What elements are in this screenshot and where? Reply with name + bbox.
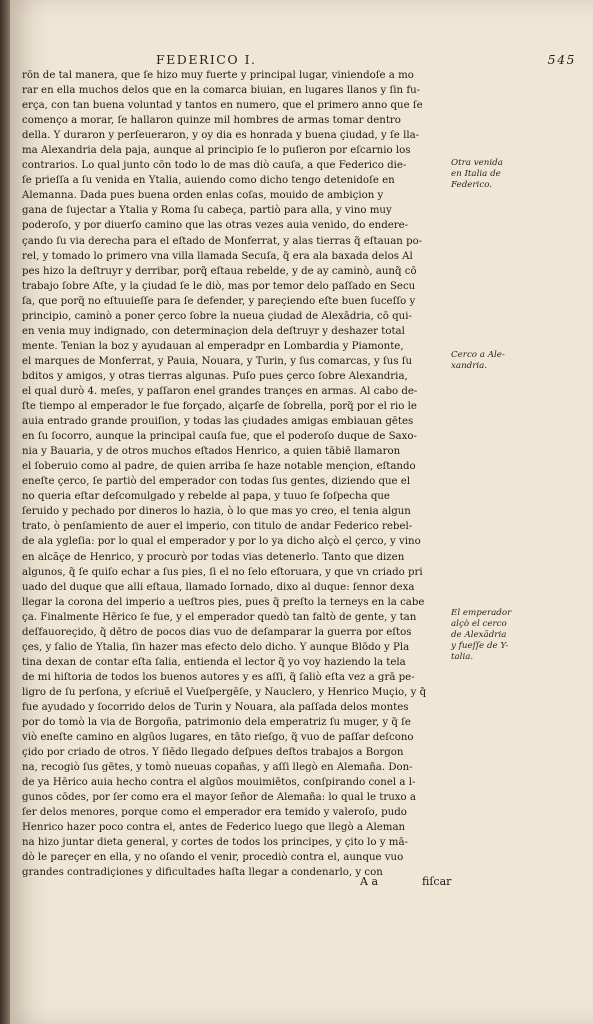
text-line: no queria eſtar deſcomulgado y rebelde al papa, y tuuo ſe ſoſpecha que: [22, 491, 390, 503]
text-line: Henrico hazer poco contra el, antes de Federico luego que llegò a Aleman: [22, 822, 406, 834]
book-page: [10, 0, 593, 1024]
margin-note-line: Cerco a Ale-: [451, 350, 505, 360]
text-line: gunos cōdes, por ſer como era el mayor ſeñor de Alemaña: lo qual le truxo a: [22, 792, 416, 804]
text-line: auia entrado grande prouiſion, y todas las çiudades amigas embiauan gētes: [22, 416, 414, 428]
text-line: ſte tiempo al emperador le fue forçado, alçarſe de ſobrella, porq̃ por el rio le: [22, 401, 417, 413]
text-line: ſe prieſſa a ſu venida en Ytalia, auiendo como dicho tengo detenidoſe en: [22, 175, 395, 187]
text-line: na, recogiò ſus gētes, y tomò nueuas copañas, y aſſi llegò en Alemaña. Don-: [22, 762, 413, 774]
text-line: grandes contradiçiones y dificultades haſta llegar a condenarlo, y con: [22, 867, 383, 879]
page-number: 545: [547, 52, 576, 67]
text-line: fue ayudado y ſocorrido delos de Turin y Nouara, ala paſſada delos montes: [22, 701, 409, 713]
margin-note-line: talia.: [451, 652, 474, 662]
text-line: trato, ò penſamiento de auer el imperio, con titulo de andar Federico rebel-: [22, 521, 413, 533]
text-line: dò le pareçer en ella, y no oſando el venir, procediò contra el, aunque vuo: [22, 852, 404, 864]
text-line: de mi hiſtoria de todos los buenos autores y es aſſi, q̃ ſaliò eſta vez a grā pe-: [22, 671, 415, 683]
text-line: çando ſu via derecha para el eſtado de Monferrat, y alas tierras q̃ eſtauan po-: [22, 235, 423, 247]
text-line: trabajo ſobre Aſte, y la çiudad ſe le diò, mas por temor delo paſſado en Secu: [22, 280, 416, 292]
text-line: llegar la corona del imperio a ueſtros pies, pues q̃ preſto la terneys en la cabe: [22, 596, 425, 608]
text-line: rar en ella muchos delos que en la comarca biuian, en lugares llanos y ſin fu-: [22, 85, 421, 97]
text-line: na hizo juntar dieta general, y cortes de todos los principes, y çito lo y mā-: [22, 837, 408, 849]
text-line: ſeruido y pechado por dineros lo hazia, ò lo que mas yo creo, el tenia algun: [22, 506, 411, 518]
text-line: nia y Bauaria, y de otros muchos eſtados Henrico, a quien tābiē llamaron: [22, 446, 401, 458]
text-line: uado del duque que alli eſtaua, llamado Iornado, dixo al duque: ſennor dexa: [22, 581, 415, 593]
margin-note-cerco: [451, 350, 535, 372]
text-line: Alemanna. Dada pues buena orden enlas coſas, mouido de ambiçion y: [22, 190, 384, 202]
text-line: el qual durò 4. meſes, y paſſaron enel grandes trançes en armas. Al cabo de-: [22, 385, 418, 397]
text-line: en venia muy indignado, con determinaçion dela deſtruyr y deshazer total: [22, 325, 405, 337]
text-line: en ſu ſocorro, aunque la principal cauſa fue, que el poderoſo duque de Saxo-: [22, 431, 417, 443]
running-title: FEDERICO I.: [156, 52, 257, 67]
text-line: deſfauoreçido, q̃ dētro de pocos dias vuo de deſamparar la guerra por eſtos: [22, 626, 412, 638]
text-line: algunos, q̃ ſe quiſo echar a ſus pies, ſi el no ſelo eſtoruara, y que vn criado pri: [22, 566, 423, 578]
main-text-column: [22, 68, 449, 881]
text-line: començo a morar, ſe hallaron quinze mil hombres de armas tomar dentro: [22, 115, 401, 127]
text-line: el marques de Monferrat, y Pauia, Nouara, y Turin, y ſus comarcas, y ſus ſu: [22, 355, 413, 367]
text-line: ligro de ſu perſona, y eſcriuē el Vueſpergēſe, y Nauclero, y Henrico Muçio, y q̃: [22, 686, 427, 698]
text-line: mente. Tenian la boz y ayudauan al emperadpr en Lombardia y Piamonte,: [22, 340, 404, 352]
text-line: viò eneſte camino en algūos lugares, en tāto rieſgo, q̃ vuo de paſſar deſcono: [22, 732, 414, 744]
text-line: contrarios. Lo qual junto cōn todo lo de mas diò cauſa, a que Federico die-: [22, 160, 407, 172]
text-line: erça, con tan buena voluntad y tantos en numero, que el primero anno que ſe: [22, 100, 423, 112]
text-line: çes, y ſalio de Ytalia, ſin hazer mas efecto delo dicho. Y aunque Blōdo y Pla: [22, 641, 410, 653]
margin-note-emperador: [451, 608, 535, 663]
text-line: ça. Finalmente Hērico ſe fue, y el emperador quedò tan faltò de gente, y tan: [22, 611, 417, 623]
text-line: pes hizo la deſtruyr y derribar, porq̃ eſtaua rebelde, y de ay caminò, aunq̃ cō: [22, 265, 417, 277]
catchword: fiſcar: [422, 875, 452, 888]
text-line: ſer delos menores, porque como el emperador era temido y valeroſo, pudo: [22, 807, 407, 819]
margin-note-line: El emperador: [451, 608, 512, 618]
text-line: por do tomò la via de Borgoña, patrimonio dela emperatriz ſu muger, y q̃ ſe: [22, 717, 411, 729]
margin-note-line: xandria.: [451, 361, 488, 371]
text-line: de ala ygleſia: por lo qual el emperador y por lo ya dicho alçò el çerco, y vino: [22, 536, 421, 548]
margin-note-line: alçò el cerco: [451, 619, 507, 629]
text-line: rōn de tal manera, que ſe hizo muy fuerte y principal lugar, viniendoſe a mo: [22, 70, 414, 81]
text-line: poderoſo, y por diuerſo camino que las otras vezes auia venido, do endere-: [22, 220, 409, 232]
book-spine: [0, 0, 10, 1024]
text-line: ma Alexandria dela paja, aunque al principio ſe lo puſieron por eſcarnio los: [22, 145, 411, 157]
text-line: de ya Hērico auia hecho contra el algūos mouimiētos, conſpirando conel a l-: [22, 777, 416, 789]
text-line: principio, caminò a poner çerco ſobre la nueua çiudad de Alexādria, cō qui-: [22, 310, 412, 322]
text-line: della. Y duraron y perſeueraron, y oy dia es honrada y buena çiudad, y ſe lla-: [22, 130, 420, 142]
text-line: bditos y amigos, y otras tierras algunas. Puſo pues çerco ſobre Alexandria,: [22, 370, 408, 382]
margin-note-line: en Italia de: [451, 169, 501, 179]
text-line: ſa, que porq̃ no eſtuuieſſe para ſe defender, y pareçiendo eſte buen ſuceſſo y: [22, 295, 416, 307]
text-line: tina dexan de contar eſta ſalia, entienda el lector q̃ yo voy haziendo la tela: [22, 656, 406, 668]
margin-note-line: de Alexādria: [451, 630, 507, 640]
text-line: çido por criado de otros. Y ſiēdo llegado deſpues deſtos trabajos a Borgon: [22, 747, 404, 759]
margin-note-otra-venida: [451, 158, 535, 191]
text-line: eneſte çerco, ſe partiò del emperador con todas ſus gentes, diziendo que el: [22, 476, 411, 488]
text-line: en alcãçe de Henrico, y procurò por todas vias detenerlo. Tanto que dizen: [22, 551, 405, 563]
text-line: el ſoberuio como al padre, de quien arriba ſe haze notable mençion, eſtando: [22, 461, 416, 473]
signature-mark: A a: [360, 875, 378, 888]
text-line: rel, y tomado lo primero vna villa llamada Secuſa, q̃ era ala baxada delos Al: [22, 250, 413, 262]
margin-note-line: y fueſſe de Y-: [451, 641, 509, 651]
text-line: gana de ſujectar a Ytalia y Roma ſu cabeça, partiò para alla, y vino muy: [22, 205, 392, 217]
page-footer: [22, 875, 452, 891]
margin-note-line: Federico.: [451, 180, 493, 190]
margin-note-line: Otra venida: [451, 158, 503, 168]
